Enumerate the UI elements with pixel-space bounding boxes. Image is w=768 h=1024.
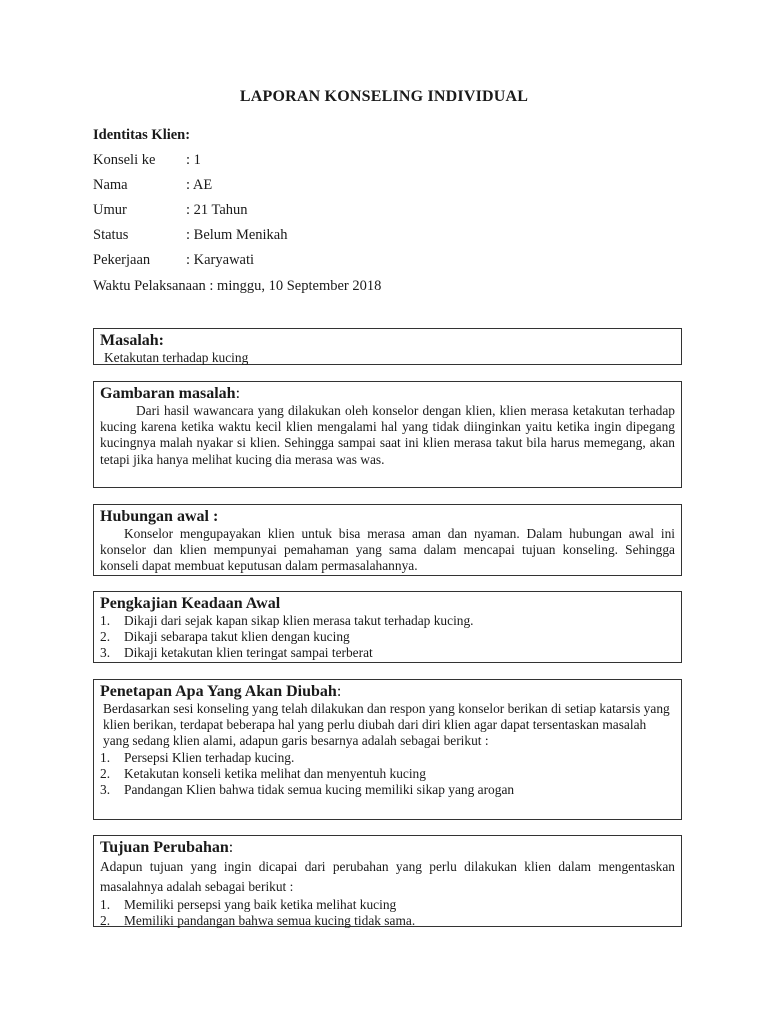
tujuan-heading-text: Tujuan Perubahan	[100, 839, 229, 856]
masalah-section	[93, 328, 682, 365]
identity-heading: Identitas Klien:	[93, 127, 191, 143]
list-item: 3. Pandangan Klien bahwa tidak semua kucing memiliki sikap yang arogan	[100, 782, 515, 798]
hubungan-text: Konselor mengupayakan klien untuk bisa merasa aman dan nyaman. Dalam hubungan awal ini konselor dan klien mempunyai pemahaman yang sama dalam mencapai tujuan konseling. Sehingga konseli dapat membuat keputusan dalam permasalahannya.	[100, 526, 675, 574]
tujuan-heading	[100, 838, 675, 857]
identity-value: : 1	[186, 152, 201, 168]
penetapan-text: Berdasarkan sesi konseling yang telah dilakukan dan respon yang konselor berikan di setiap katarsis yang klien berikan, terdapat beberapa hal yang perlu diubah dari diri klien agar dapat tersentaskan masalah yang sedang klien alami, adapun garis besarnya adalah sebagai berikut :	[103, 701, 670, 749]
identity-row-status	[93, 227, 288, 244]
pengkajian-section	[93, 591, 682, 663]
penetapan-heading-text: Penetapan Apa Yang Akan Diubah	[100, 683, 337, 700]
identity-row-pekerjaan	[93, 252, 254, 269]
hubungan-heading: Hubungan awal :	[100, 508, 219, 525]
penetapan-heading	[100, 682, 675, 701]
gambaran-text: Dari hasil wawancara yang dilakukan oleh konselor dengan klien, klien merasa ketakutan terhadap kucing karena ketika waktu kecil klien mengalami hal yang tidak diinginkan yaitu ketika ingin dipegang kucingnya malah nyakar si klien. Sehingga sampai saat ini klien merasa takut bila harus memegang, akan tetapi jika hanya melihat kucing dia merasa was was.	[100, 403, 675, 467]
penetapan-heading-colon: :	[336, 683, 342, 700]
identity-label: Umur	[93, 202, 127, 218]
masalah-heading: Masalah:	[100, 332, 164, 349]
tujuan-text: Adapun tujuan yang ingin dicapai dari perubahan yang perlu dilakukan klien dalam mengentaskan masalahnya adalah sebagai berikut :	[100, 859, 675, 894]
identity-row-konseli	[93, 152, 201, 169]
hubungan-section	[93, 504, 682, 576]
gambaran-heading-text: Gambaran masalah	[100, 385, 236, 402]
list-item: 2. Ketakutan konseli ketika melihat dan menyentuh kucing	[100, 765, 426, 781]
masalah-text: Ketakutan terhadap kucing	[104, 350, 249, 365]
identity-row-nama	[93, 177, 212, 194]
list-item: 1. Memiliki persepsi yang baik ketika melihat kucing	[100, 897, 397, 912]
list-item: 2. Memiliki pandangan bahwa semua kucing tidak sama.	[100, 913, 416, 929]
identity-label: Konseli ke	[93, 152, 156, 168]
gambaran-section	[93, 381, 682, 488]
tujuan-section	[93, 835, 682, 927]
identity-label: Nama	[93, 177, 128, 193]
penetapan-list	[100, 750, 675, 799]
tujuan-heading-colon: :	[228, 839, 234, 856]
pengkajian-heading: Pengkajian Keadaan Awal	[100, 595, 281, 612]
penetapan-section	[93, 679, 682, 820]
identity-value: : 21 Tahun	[186, 202, 248, 218]
identity-value: : Karyawati	[186, 252, 255, 268]
identity-value: : Belum Menikah	[186, 227, 288, 243]
identity-row-umur	[93, 202, 248, 219]
report-title: LAPORAN KONSELING INDIVIDUAL	[239, 88, 529, 105]
session-time: Waktu Pelaksanaan : minggu, 10 September 2018	[93, 278, 382, 294]
list-item: 1. Persepsi Klien terhadap kucing.	[100, 749, 295, 765]
identity-value: : AE	[186, 177, 213, 193]
identity-label: Pekerjaan	[93, 252, 151, 268]
list-item: 2. Dikaji sebarapa takut klien dengan kucing	[100, 629, 350, 645]
list-item: 3. Dikaji ketakutan klien teringat sampai terberat	[100, 645, 373, 661]
tujuan-list	[100, 897, 675, 929]
gambaran-heading-colon: :	[235, 385, 241, 402]
identity-label: Status	[93, 227, 129, 243]
gambaran-heading	[100, 384, 675, 403]
list-item: 1. Dikaji dari sejak kapan sikap klien merasa takut terhadap kucing.	[100, 613, 474, 628]
pengkajian-list	[100, 613, 675, 662]
